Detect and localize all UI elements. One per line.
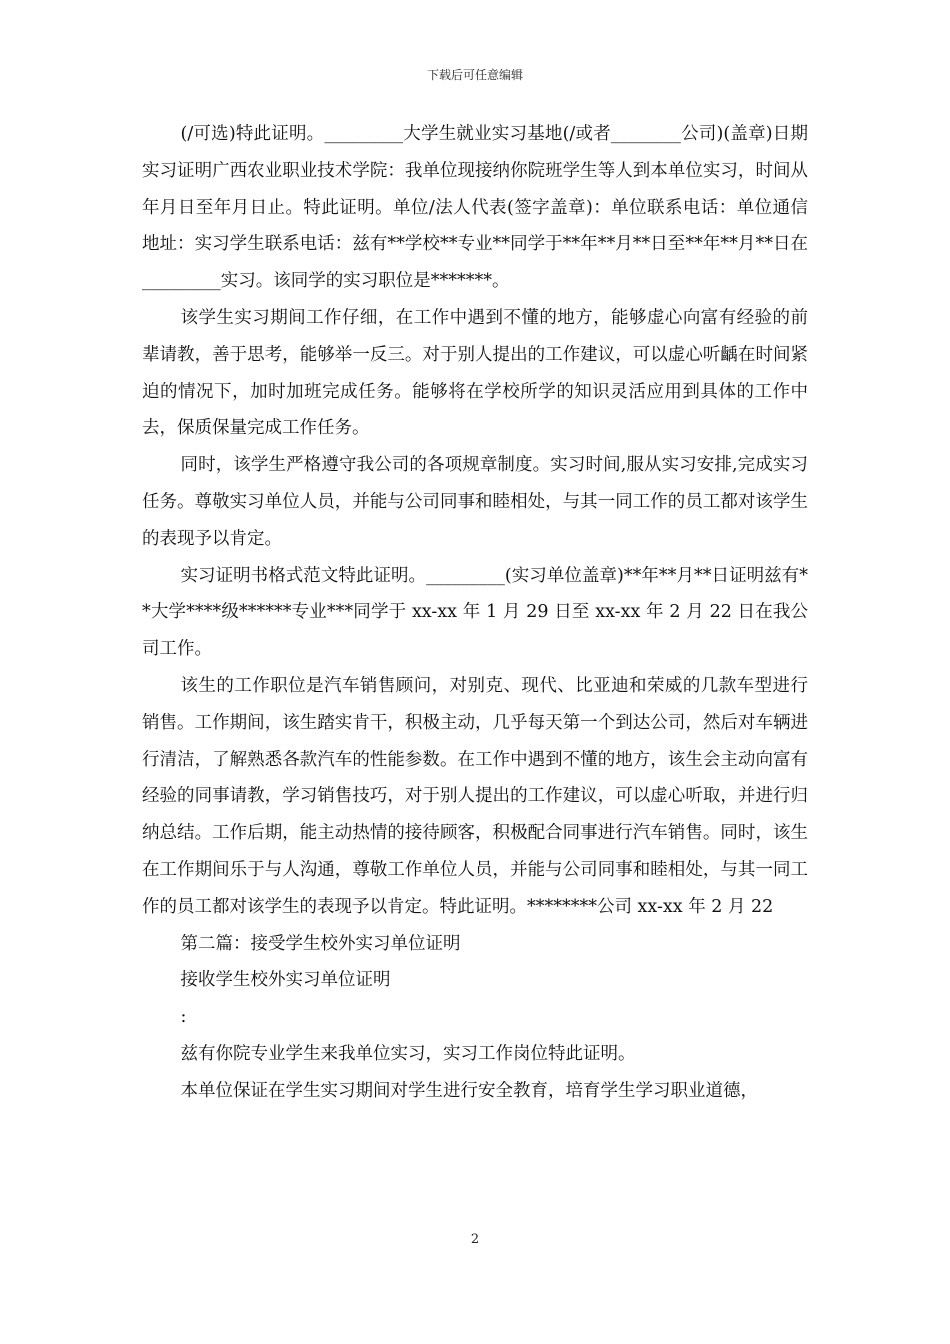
paragraph-sales-position: 该生的工作职位是汽车销售顾问，对别克、现代、比亚迪和荣威的几款车型进行销售。工作期间，该生踏实肯干，积极主动，几乎每天第一个到达公司，然后对车辆进行清洁，了解熟悉各款汽车的性能参数。在工作中遇到不懂的地方，该生会主动向富有经验的同事请教，学习销售技巧，对于别人提出的工作建议，可以虚心听取，并进行归纳总结。工作后期，能主动热情的接待顾客，积极配合同事进行汽车销售。同时，该生在工作期间乐于与人沟通，尊敬工作单位人员，并能与公司同事和睦相处，与其一同工作的员工都对该学生的表现予以肯定。特此证明。********公司 xx-xx 年 2 月 22 [142,675,808,917]
paragraph-rules-compliance: 同时，该学生严格遵守我公司的各项规章制度。实习时间,服从实习安排,完成实习任务。尊敬实习单位人员，并能与公司同事和睦相处，与其一同工作的员工都对该学生的表现予以肯定。 [142,455,808,549]
section-heading-part-two: 第二篇：接受学生校外实习单位证明 [180,933,461,954]
paragraph-internship-notice: 兹有你院专业学生来我单位实习，实习工作岗位特此证明。 [180,1043,636,1064]
document-title: 接收学生校外实习单位证明 [180,970,391,991]
paragraph-certificate-intro: (/可选)特此证明。_________大学生就业实习基地(/或者________公司)(盖章)日期实习证明广西农业职业技术学院：我单位现接纳你院班学生等人到本单位实习，时间从年月日至年月日止。特此证明。单位/法人代表(签字盖章)：单位联系电话：单位通信地址：实习学生联系电话：兹有**学校**专业**同学于**年**月**日至**年**月**日在_________实习。该同学的实习职位是*******。 [142,124,808,292]
paragraph-work-attitude: 该学生实习期间工作仔细，在工作中遇到不懂的地方，能够虚心向富有经验的前辈请教，善于思考，能够举一反三。对于别人提出的工作建议，可以虚心听齲在时间紧迫的情况下，加时加班完成任务。能够将在学校所学的知识灵活应用到具体的工作中去，保质保量完成工作任务。 [142,307,808,439]
paragraph-safety-guarantee: 本单位保证在学生实习期间对学生进行安全教育，培育学生学习职业道德， [180,1080,758,1101]
paragraph-format-sample: 实习证明书格式范文特此证明。_________(实习单位盖章)**年**月**日证明兹有**大学****级******专业***同学于 xx-xx 年 1 月 29 日至 xx-xx 年 2 月 22 日在我公司工作。 [142,565,808,660]
document-body [142,116,808,1110]
salutation-colon: : [180,1007,187,1028]
page-header: 下载后可任意编辑 [426,68,523,82]
page-number: 2 [470,1232,480,1247]
